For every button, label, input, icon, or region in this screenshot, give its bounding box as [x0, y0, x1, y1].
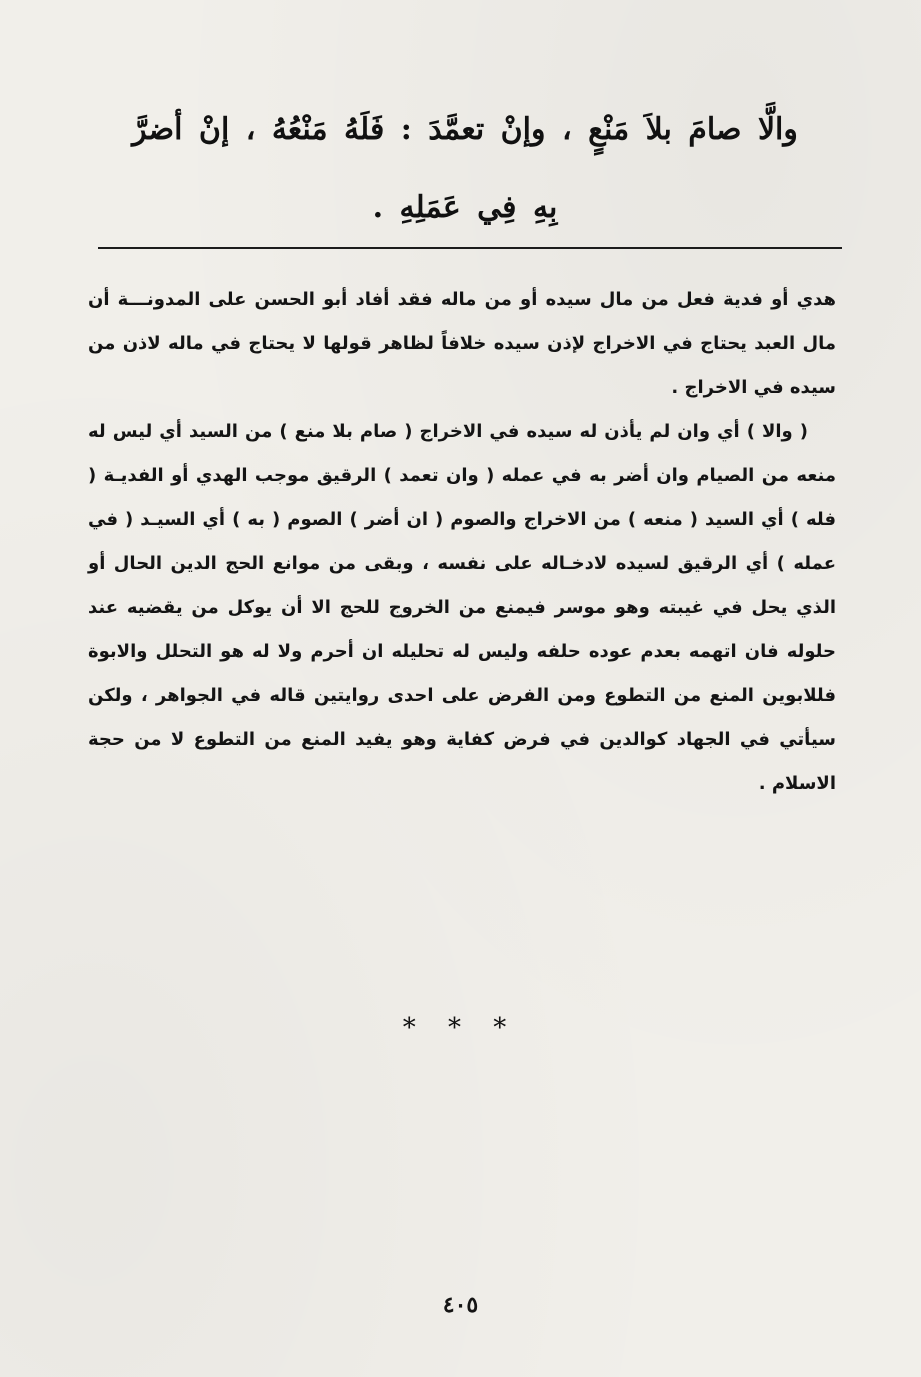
horizontal-rule: [98, 247, 842, 249]
commentary-paragraph-1: هدي أو فدية فعل من مال سيده أو من ماله فقد أفاد أبو الحسن على المدونـــة أن مال العبد يحتاج في الاخراج لإذن سيده خلافاً لظاهر قولها لا يحتاج في ماله لاذن من سيده في الاخراج .: [88, 289, 836, 398]
page-number: ٤٠٥: [442, 1292, 479, 1318]
section-separator-stars: * * *: [402, 1013, 519, 1043]
verse-line-2: بِهِ فِي عَمَلِهِ .: [372, 190, 558, 225]
commentary-paragraph-2: ( والا ) أي وان لم يأذن له سيده في الاخراج ( صام بلا منع ) من السيد أي ليس له منعه من الصيام وان أضر به في عمله ( وان تعمد ) الرقيق موجب الهدي أو الفديـة ( فله ) أي السيد ( منعه ) من الاخراج والصوم ( ان أضر ) الصوم ( به ) أي السيـد ( في عمله ) أي الرقيق لسيده لادخـاله على نفسه ، وبقى من موانع الحج الدين الحال أو الذي يحل في غيبته وهو موسر فيمنع من الخروج للحج الا أن يوكل من يقضيه عند حلوله فان اتهمه بعدم عوده حلفه وليس له تحليله ان أحرم ولا له هو التحلل والابوة فللابوين المنع من التطوع ومن الفرض على احدى روايتين قاله في الجواهر ، ولكن سيأتي في الجهاد كوالدين في فرض كفاية وهو يفيد المنع من التطوع لا من حجة الاسلام .: [88, 421, 836, 794]
verse-line-1: والَّا صامَ بلاَ مَنْعٍ ، وإنْ تعمَّدَ : فَلَهُ مَنْعُهُ ، إنْ أضرَّ: [132, 112, 798, 147]
commentary-text: [88, 278, 836, 806]
